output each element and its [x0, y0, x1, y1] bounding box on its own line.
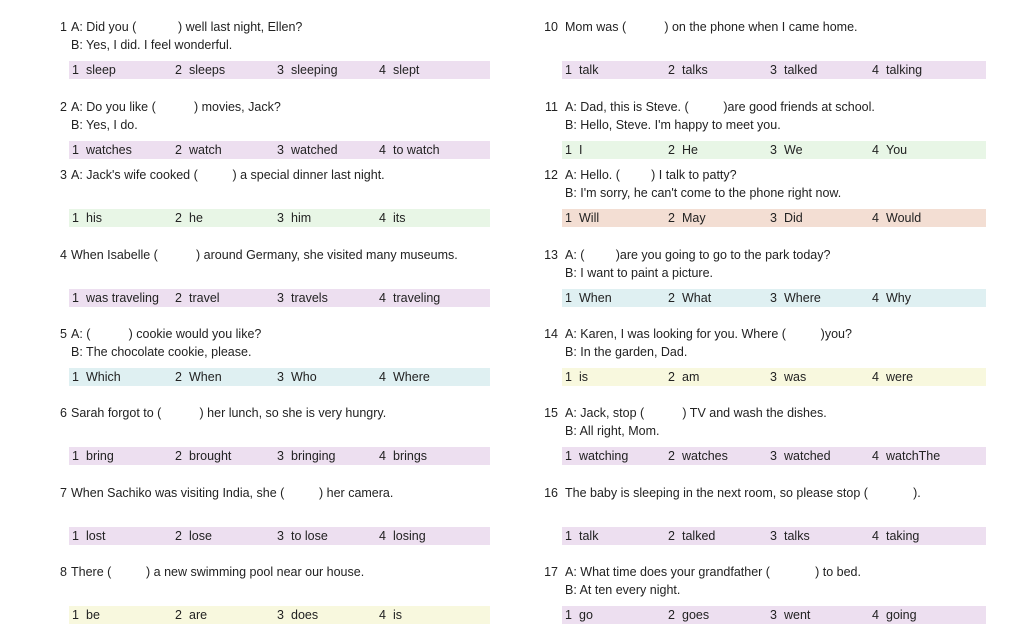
question-text [565, 404, 827, 440]
choice-3[interactable]: 3 talks [770, 529, 810, 543]
choice-4[interactable]: 4 its [379, 211, 406, 225]
choice-2[interactable]: 2 lose [175, 529, 212, 543]
choice-bar [562, 289, 986, 307]
choice-1[interactable]: 1 his [72, 211, 102, 225]
question-text [71, 563, 364, 581]
question-text [71, 404, 386, 422]
question-text [565, 98, 875, 134]
choice-2[interactable]: 2 watch [175, 143, 222, 157]
question-4 [55, 228, 495, 308]
question-number: 16 [544, 486, 558, 500]
choice-3[interactable]: 3 travels [277, 291, 328, 305]
choice-4[interactable]: 4 traveling [379, 291, 441, 305]
line-a: A: What time does your grandfather ( ) to bed. [565, 565, 861, 579]
choice-1[interactable]: 1 When [565, 291, 612, 305]
line-a: When Isabelle ( ) around Germany, she visited many museums. [71, 248, 458, 262]
line-a: A: ( ) cookie would you like? [71, 327, 262, 341]
choice-3[interactable]: 3 We [770, 143, 803, 157]
choice-4[interactable]: 4 to watch [379, 143, 440, 157]
question-text [71, 98, 281, 134]
question-text [565, 246, 830, 282]
line-b: B: I'm sorry, he can't come to the phone right now. [565, 186, 842, 200]
question-text [565, 484, 921, 502]
choice-1[interactable]: 1 bring [72, 449, 114, 463]
choice-3[interactable]: 3 sleeping [277, 63, 338, 77]
line-b: B: The chocolate cookie, please. [71, 345, 252, 359]
choice-3[interactable]: 3 talked [770, 63, 818, 77]
choice-3[interactable]: 3 Who [277, 370, 317, 384]
choice-3[interactable]: 3 Where [770, 291, 821, 305]
choice-bar [562, 209, 986, 227]
question-number: 4 [60, 248, 67, 262]
question-17 [541, 545, 981, 625]
choice-1[interactable]: 1 watches [72, 143, 132, 157]
choice-2[interactable]: 2 are [175, 608, 208, 622]
choice-4[interactable]: 4 watchThe [872, 449, 941, 463]
line-a: A: Jack, stop ( ) TV and wash the dishes. [565, 406, 827, 420]
choice-4[interactable]: 4 brings [379, 449, 428, 463]
choice-3[interactable]: 3 to lose [277, 529, 328, 543]
choice-2[interactable]: 2 he [175, 211, 203, 225]
choice-1[interactable]: 1 is [565, 370, 589, 384]
question-text [565, 325, 852, 361]
choice-3[interactable]: 3 Did [770, 211, 803, 225]
question-1 [55, 0, 495, 80]
line-b: B: In the garden, Dad. [565, 345, 688, 359]
choice-bar [562, 527, 986, 545]
choice-1[interactable]: 1 go [565, 608, 593, 622]
choice-2[interactable]: 2 When [175, 370, 222, 384]
choice-4[interactable]: 4 Would [872, 211, 922, 225]
question-number: 14 [544, 327, 558, 341]
choice-bar [562, 61, 986, 79]
choice-4[interactable]: 4 slept [379, 63, 420, 77]
choice-4[interactable]: 4 talking [872, 63, 923, 77]
question-number: 1 [60, 20, 67, 34]
choice-bar [69, 527, 490, 545]
choice-3[interactable]: 3 watched [277, 143, 338, 157]
question-10 [541, 0, 981, 80]
question-text [565, 563, 861, 599]
line-b: B: Yes, I did. I feel wonderful. [71, 38, 233, 52]
choice-bar [562, 606, 986, 624]
line-a: A: ( )are you going to go to the park today? [565, 248, 831, 262]
choice-2[interactable]: 2 sleeps [175, 63, 226, 77]
question-number: 13 [544, 248, 558, 262]
choice-1[interactable]: 1 was traveling [72, 291, 159, 305]
choice-1[interactable]: 1 Will [565, 211, 600, 225]
question-14 [541, 307, 981, 387]
choice-1[interactable]: 1 talk [565, 63, 599, 77]
question-number: 8 [60, 565, 67, 579]
line-a: A: Hello. ( ) I talk to patty? [565, 168, 737, 182]
question-15 [541, 386, 981, 466]
question-text [71, 484, 393, 502]
choice-4[interactable]: 4 is [379, 608, 403, 622]
line-b: B: At ten every night. [565, 583, 681, 597]
question-8 [55, 545, 495, 625]
question-number: 10 [544, 20, 558, 34]
choice-3[interactable]: 3 does [277, 608, 319, 622]
choice-bar [69, 209, 490, 227]
question-text [71, 18, 302, 54]
question-12 [541, 148, 981, 228]
choice-4[interactable]: 4 losing [379, 529, 426, 543]
choice-bar [562, 447, 986, 465]
choice-2[interactable]: 2 am [668, 370, 700, 384]
question-5 [55, 307, 495, 387]
line-b: B: Hello, Steve. I'm happy to meet you. [565, 118, 781, 132]
choice-1[interactable]: 1 I [565, 143, 583, 157]
question-number: 6 [60, 406, 67, 420]
question-text [71, 246, 458, 264]
choice-bar [562, 368, 986, 386]
choice-4[interactable]: 4 Why [872, 291, 911, 305]
question-6 [55, 386, 495, 466]
question-text [71, 166, 385, 184]
question-7 [55, 466, 495, 546]
line-a: A: Did you ( ) well last night, Ellen? [71, 20, 303, 34]
question-number: 5 [60, 327, 67, 341]
choice-bar [69, 447, 490, 465]
choice-1[interactable]: 1 sleep [72, 63, 116, 77]
question-number: 3 [60, 168, 67, 182]
question-number: 7 [60, 486, 67, 500]
choice-2[interactable]: 2 watches [668, 449, 728, 463]
choice-1[interactable]: 1 talk [565, 529, 599, 543]
choice-bar [69, 606, 490, 624]
choice-2[interactable]: 2 What [668, 291, 712, 305]
choice-2[interactable]: 2 talked [668, 529, 716, 543]
question-16 [541, 466, 981, 546]
choice-2[interactable]: 2 talks [668, 63, 708, 77]
line-a: Sarah forgot to ( ) her lunch, so she is very hungry. [71, 406, 387, 420]
line-a: There ( ) a new swimming pool near our house. [71, 565, 365, 579]
choice-3[interactable]: 3 him [277, 211, 312, 225]
question-number: 17 [544, 565, 558, 579]
line-a: Mom was ( ) on the phone when I came home. [565, 20, 858, 34]
choice-bar [69, 61, 490, 79]
question-number: 2 [60, 100, 67, 114]
line-b: B: I want to paint a picture. [565, 266, 713, 280]
choice-3[interactable]: 3 watched [770, 449, 831, 463]
question-text [71, 325, 261, 361]
choice-1[interactable]: 1 Which [72, 370, 121, 384]
line-a: A: Jack's wife cooked ( ) a special dinner last night. [71, 168, 385, 182]
line-a: When Sachiko was visiting India, she ( ) her camera. [71, 486, 394, 500]
choice-1[interactable]: 1 lost [72, 529, 106, 543]
line-a: A: Karen, I was looking for you. Where ( )you? [565, 327, 852, 341]
choice-2[interactable]: 2 brought [175, 449, 232, 463]
choice-4[interactable]: 4 Where [379, 370, 430, 384]
line-a: A: Do you like ( ) movies, Jack? [71, 100, 281, 114]
choice-3[interactable]: 3 was [770, 370, 807, 384]
question-number: 12 [544, 168, 558, 182]
choice-bar [69, 289, 490, 307]
choice-2[interactable]: 2 May [668, 211, 706, 225]
choice-1[interactable]: 1 watching [565, 449, 629, 463]
question-text [565, 166, 841, 202]
question-text [565, 18, 858, 36]
choice-3[interactable]: 3 bringing [277, 449, 336, 463]
line-b: B: Yes, I do. [71, 118, 138, 132]
choice-bar [69, 368, 490, 386]
choice-4[interactable]: 4 You [872, 143, 908, 157]
choice-3[interactable]: 3 went [770, 608, 811, 622]
question-3 [55, 148, 495, 228]
choice-2[interactable]: 2 goes [668, 608, 710, 622]
choice-4[interactable]: 4 going [872, 608, 917, 622]
line-a: A: Dad, this is Steve. ( )are good friends at school. [565, 100, 875, 114]
choice-4[interactable]: 4 taking [872, 529, 920, 543]
question-13 [541, 228, 981, 308]
choice-1[interactable]: 1 be [72, 608, 100, 622]
question-number: 15 [544, 406, 558, 420]
line-a: The baby is sleeping in the next room, so please stop ( ). [565, 486, 921, 500]
choice-4[interactable]: 4 were [872, 370, 914, 384]
choice-2[interactable]: 2 travel [175, 291, 220, 305]
choice-2[interactable]: 2 He [668, 143, 698, 157]
line-b: B: All right, Mom. [565, 424, 660, 438]
question-number: 11 [545, 100, 558, 114]
